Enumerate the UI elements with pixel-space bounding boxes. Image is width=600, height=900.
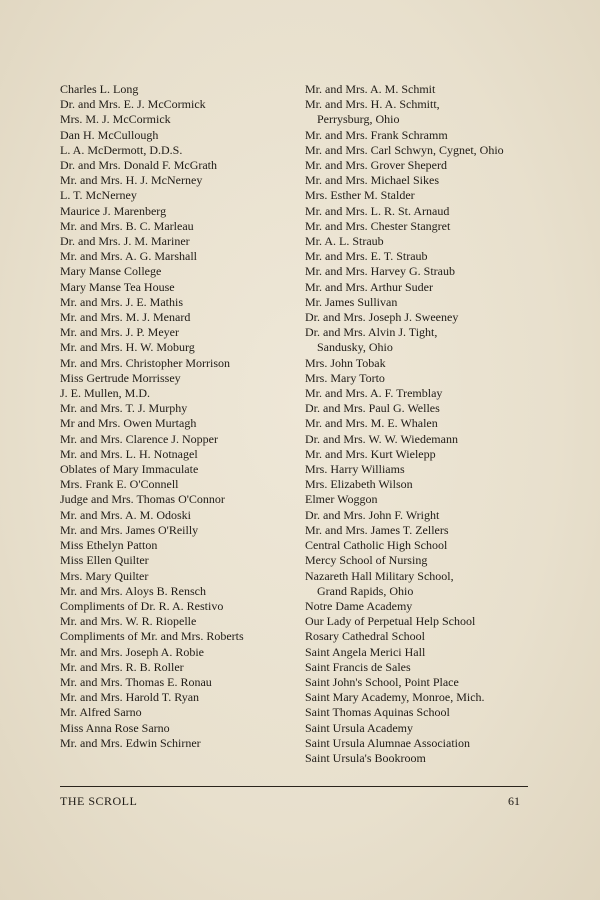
patron-entry — [305, 416, 545, 431]
patron-entry — [305, 538, 545, 553]
patron-name: Mr. James Sullivan — [305, 294, 398, 309]
patron-entry — [305, 401, 545, 416]
patron-name: Dr. and Mrs. Joseph J. Sweeney — [305, 310, 459, 325]
patron-name: Mrs. Frank E. O'Connell — [60, 477, 179, 492]
patron-name: Oblates of Mary Immaculate — [60, 462, 199, 477]
patron-name: Compliments of Mr. and Mrs. Roberts — [60, 629, 244, 644]
patron-entry — [305, 158, 545, 173]
patron-entry — [60, 188, 292, 203]
patron-entry — [305, 660, 545, 675]
patron-name: Mr. and Mrs. A. M. Odoski — [60, 507, 192, 522]
patron-entry — [60, 432, 292, 447]
patron-entry — [60, 158, 292, 173]
patron-entry — [60, 538, 292, 553]
patron-entry — [305, 629, 545, 644]
patron-name: Mr. and Mrs. B. C. Marleau — [60, 218, 194, 233]
patron-entry — [60, 143, 292, 158]
patron-entry — [305, 97, 545, 127]
patron-name: Rosary Cathedral School — [305, 629, 425, 644]
patron-name: Mr. and Mrs. Chester Stangret — [305, 218, 451, 233]
patron-entry — [60, 569, 292, 584]
patron-entry — [305, 143, 545, 158]
patron-name: Mrs. Harry Williams — [305, 462, 405, 477]
patron-name: Mr. and Mrs. Frank Schramm — [305, 127, 448, 142]
patron-entry — [305, 371, 545, 386]
patron-entry — [305, 705, 545, 720]
patron-entry — [60, 310, 292, 325]
patron-name: Mr. and Mrs. Carl Schwyn, Cygnet, Ohio — [305, 142, 504, 157]
patron-name: Saint Francis de Sales — [305, 659, 411, 674]
patron-entry — [305, 736, 545, 751]
patron-entry — [60, 645, 292, 660]
patron-entry — [305, 188, 545, 203]
patron-entry — [305, 295, 545, 310]
patron-entry — [60, 629, 292, 644]
patron-entry — [305, 614, 545, 629]
patron-name: Mercy School of Nursing — [305, 553, 428, 568]
patron-entry — [305, 173, 545, 188]
patron-entry — [60, 614, 292, 629]
patron-entry — [60, 508, 292, 523]
patron-entry — [60, 553, 292, 568]
patron-name: Mr. and Mrs. L. R. St. Arnaud — [305, 203, 450, 218]
footer-divider — [60, 786, 528, 787]
patron-name: Elmer Woggon — [305, 492, 378, 507]
patron-entry — [60, 82, 292, 97]
patron-name: Mr. and Mrs. Aloys B. Rensch — [60, 583, 207, 598]
patron-name: Mr. and Mrs. James O'Reilly — [60, 522, 199, 537]
patron-entry — [305, 462, 545, 477]
patron-name: Central Catholic High School — [305, 538, 448, 553]
patron-name: Mr. and Mrs. H. W. Moburg — [60, 340, 195, 355]
patron-name: Saint John's School, Point Place — [305, 674, 459, 689]
patron-name: Mr. and Mrs. H. J. McNerney — [60, 173, 203, 188]
patron-entry — [305, 675, 545, 690]
patron-entry — [305, 82, 545, 97]
patron-name: Saint Angela Merici Hall — [305, 644, 426, 659]
patron-location: Perrysburg, Ohio — [317, 112, 400, 127]
patron-entry — [305, 219, 545, 234]
patron-entry — [60, 249, 292, 264]
patron-entry — [305, 249, 545, 264]
patron-name: Dr. and Mrs. W. W. Wiedemann — [305, 431, 458, 446]
patron-name: Nazareth Hall Military School, — [305, 568, 454, 583]
patron-name: Miss Ethelyn Patton — [60, 538, 158, 553]
patron-name: Mary Manse College — [60, 264, 162, 279]
patron-entry — [305, 204, 545, 219]
patron-entry — [305, 508, 545, 523]
patron-entry — [60, 386, 292, 401]
patron-entry — [305, 234, 545, 249]
patron-entry — [305, 432, 545, 447]
patron-entry — [305, 356, 545, 371]
patron-entry — [60, 97, 292, 112]
patron-name: Dr. and Mrs. Paul G. Welles — [305, 401, 440, 416]
publication-title: THE SCROLL — [60, 794, 138, 808]
patron-entry — [60, 356, 292, 371]
patron-entry — [60, 447, 292, 462]
patron-entry — [305, 523, 545, 538]
patron-name: Mr. and Mrs. Joseph A. Robie — [60, 644, 204, 659]
patron-entry — [60, 599, 292, 614]
patron-entry — [305, 128, 545, 143]
patron-name: Mr. and Mrs. Harold T. Ryan — [60, 690, 200, 705]
patron-entry — [60, 280, 292, 295]
patron-entry — [305, 645, 545, 660]
patron-name: Notre Dame Academy — [305, 598, 413, 613]
patron-entry — [305, 569, 545, 599]
patron-entry — [60, 660, 292, 675]
patron-entry — [305, 386, 545, 401]
patron-name: Mr. and Mrs. E. T. Straub — [305, 249, 428, 264]
patron-entry — [60, 204, 292, 219]
patron-entry — [305, 599, 545, 614]
patron-entry — [305, 553, 545, 568]
patron-name: Mr. and Mrs. Thomas E. Ronau — [60, 674, 212, 689]
patron-name: J. E. Mullen, M.D. — [60, 386, 150, 401]
patron-entry — [60, 173, 292, 188]
patron-entry — [60, 219, 292, 234]
patron-name: Saint Ursula's Bookroom — [305, 750, 426, 765]
patron-name: Mr. and Mrs. H. A. Schmitt, — [305, 97, 440, 112]
patron-name: Mrs. Mary Quilter — [60, 568, 149, 583]
patron-entry — [60, 128, 292, 143]
patron-name: Mr. and Mrs. Arthur Suder — [305, 279, 433, 294]
patron-entry — [305, 721, 545, 736]
patron-name: Mr. and Mrs. A. M. Schmit — [305, 82, 436, 96]
patron-name: Mr. and Mrs. J. P. Meyer — [60, 325, 179, 340]
patron-entry — [60, 401, 292, 416]
patron-name: Mrs. Elizabeth Wilson — [305, 477, 413, 492]
patron-name: Charles L. Long — [60, 82, 139, 96]
patron-name: Dan H. McCullough — [60, 127, 159, 142]
patron-name: Miss Gertrude Morrissey — [60, 370, 181, 385]
patron-list-left-column — [60, 82, 292, 751]
patron-entry — [305, 325, 545, 355]
patron-name: Mr. Alfred Sarno — [60, 705, 142, 720]
patron-name: L. A. McDermott, D.D.S. — [60, 142, 183, 157]
patron-name: Compliments of Dr. R. A. Restivo — [60, 598, 224, 613]
patron-name: Dr. and Mrs. E. J. McCormick — [60, 97, 206, 112]
patron-name: Mr. and Mrs. Harvey G. Straub — [305, 264, 455, 279]
patron-name: Mrs. Esther M. Stalder — [305, 188, 415, 203]
patron-name: Dr. and Mrs. Donald F. McGrath — [60, 158, 218, 173]
patron-entry — [60, 477, 292, 492]
patron-entry — [60, 523, 292, 538]
patron-name: Mr. and Mrs. W. R. Riopelle — [60, 614, 197, 629]
patron-name: Dr. and Mrs. John F. Wright — [305, 507, 440, 522]
patron-entry — [305, 492, 545, 507]
patron-name: Mr. and Mrs. R. B. Roller — [60, 659, 184, 674]
patron-location: Sandusky, Ohio — [317, 340, 393, 355]
patron-name: Dr. and Mrs. Alvin J. Tight, — [305, 325, 438, 340]
patron-entry — [60, 234, 292, 249]
patron-name: Mr. and Mrs. A. G. Marshall — [60, 249, 197, 264]
patron-entry — [305, 751, 545, 766]
patron-name: Mr. and Mrs. A. F. Tremblay — [305, 386, 443, 401]
patron-name: Mr. and Mrs. Clarence J. Nopper — [60, 431, 218, 446]
patron-name: Mrs. M. J. McCormick — [60, 112, 171, 127]
patron-location: Grand Rapids, Ohio — [317, 583, 414, 598]
patron-entry — [60, 721, 292, 736]
patron-name: Dr. and Mrs. J. M. Mariner — [60, 234, 190, 249]
patron-entry — [305, 310, 545, 325]
patron-entry — [305, 264, 545, 279]
patron-name: Judge and Mrs. Thomas O'Connor — [60, 492, 225, 507]
patron-name: Our Lady of Perpetual Help School — [305, 614, 476, 629]
patron-entry — [60, 736, 292, 751]
patron-name: Mr. and Mrs. L. H. Notnagel — [60, 446, 198, 461]
patron-entry — [60, 690, 292, 705]
patron-name: Mr. and Mrs. Christopher Morrison — [60, 355, 230, 370]
patron-entry — [305, 280, 545, 295]
patron-name: Mr. and Mrs. J. E. Mathis — [60, 294, 183, 309]
patron-name: Mary Manse Tea House — [60, 279, 175, 294]
patron-entry — [305, 447, 545, 462]
patron-name: Saint Ursula Alumnae Association — [305, 735, 470, 750]
patron-name: Mr. and Mrs. Grover Sheperd — [305, 158, 447, 173]
patron-name: L. T. McNerney — [60, 188, 137, 203]
patron-entry — [60, 462, 292, 477]
patron-name: Mr. and Mrs. Michael Sikes — [305, 173, 439, 188]
patron-name: Saint Ursula Academy — [305, 720, 413, 735]
patron-entry — [60, 264, 292, 279]
patron-entry — [305, 690, 545, 705]
patron-list-right-column — [305, 82, 545, 766]
patron-name: Mr. and Mrs. T. J. Murphy — [60, 401, 188, 416]
patron-name: Mr. and Mrs. James T. Zellers — [305, 522, 449, 537]
patron-entry — [60, 705, 292, 720]
patron-entry — [60, 112, 292, 127]
patron-entry — [60, 340, 292, 355]
patron-entry — [60, 416, 292, 431]
patron-name: Mr. and Mrs. Edwin Schirner — [60, 735, 201, 750]
patron-entry — [60, 371, 292, 386]
patron-name: Saint Thomas Aquinas School — [305, 705, 450, 720]
patron-name: Mr. and Mrs. Kurt Wielepp — [305, 446, 436, 461]
patron-name: Mr. and Mrs. M. J. Menard — [60, 310, 191, 325]
patron-entry — [60, 492, 292, 507]
patron-name: Miss Ellen Quilter — [60, 553, 149, 568]
patron-entry — [60, 675, 292, 690]
patron-name: Miss Anna Rose Sarno — [60, 720, 170, 735]
page-number: 61 — [508, 794, 520, 808]
patron-name: Mr. A. L. Straub — [305, 234, 384, 249]
patron-entry — [60, 325, 292, 340]
patron-entry — [60, 295, 292, 310]
patron-name: Mrs. John Tobak — [305, 355, 386, 370]
patron-name: Saint Mary Academy, Monroe, Mich. — [305, 690, 485, 705]
patron-name: Maurice J. Marenberg — [60, 203, 167, 218]
patron-entry — [305, 477, 545, 492]
patron-name: Mrs. Mary Torto — [305, 370, 385, 385]
patron-name: Mr. and Mrs. M. E. Whalen — [305, 416, 438, 431]
patron-name: Mr and Mrs. Owen Murtagh — [60, 416, 197, 431]
patron-entry — [60, 584, 292, 599]
